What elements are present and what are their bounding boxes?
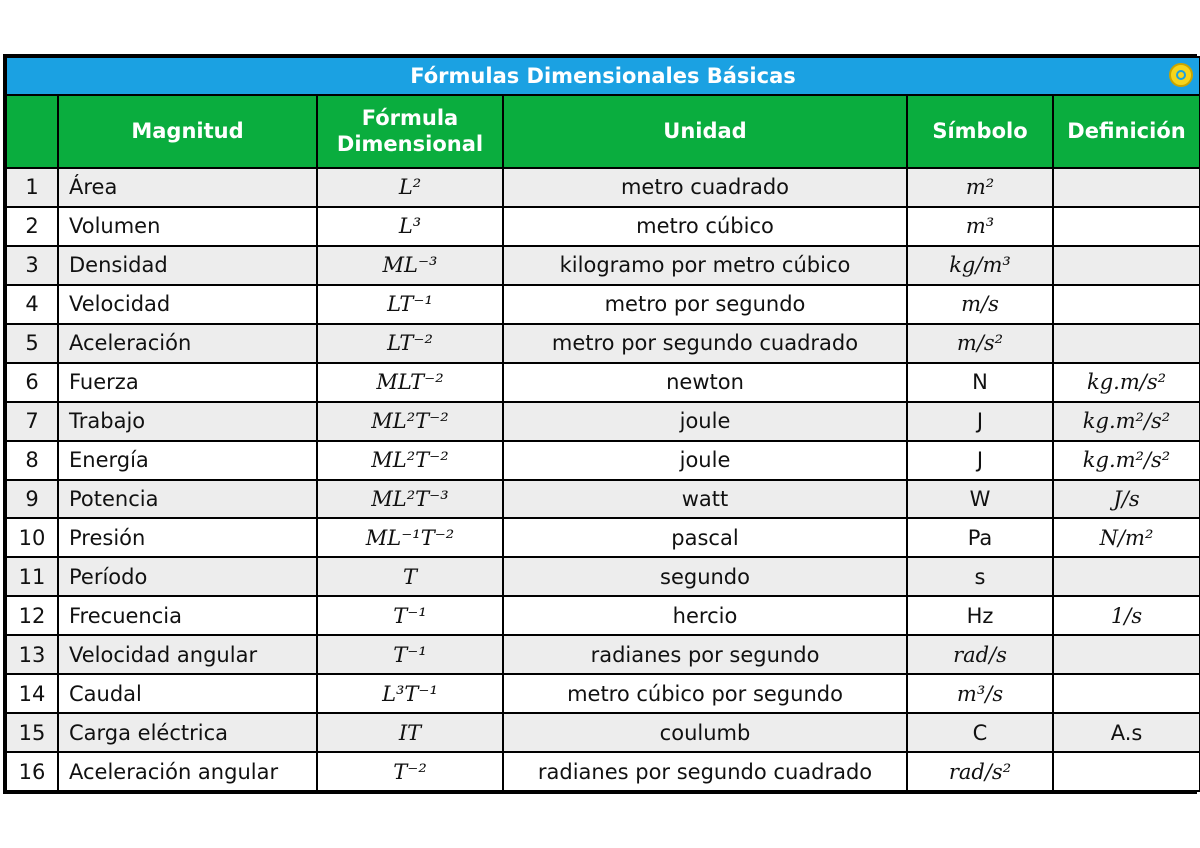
unidad-cell: newton [503,363,907,402]
definicion-cell: A.s [1053,713,1200,752]
header-unidad: Unidad [503,95,907,168]
unidad-cell: segundo [503,557,907,596]
magnitud-cell: Carga eléctrica [58,713,317,752]
simbolo-cell: m³/s [907,674,1053,713]
table-row [6,363,1200,402]
definicion-cell: kg.m²/s² [1053,441,1200,480]
magnitud-cell: Energía [58,441,317,480]
magnitud-cell: Fuerza [58,363,317,402]
row-number-cell: 5 [6,324,58,363]
row-number-cell: 8 [6,441,58,480]
simbolo-cell: m/s² [907,324,1053,363]
simbolo-cell: J [907,441,1053,480]
unidad-cell: pascal [503,518,907,557]
magnitud-cell: Frecuencia [58,596,317,635]
table-row [6,713,1200,752]
definicion-cell [1053,168,1200,207]
magnitud-cell: Velocidad [58,285,317,324]
table-row [6,324,1200,363]
definicion-cell: J/s [1053,480,1200,519]
magnitud-cell: Velocidad angular [58,635,317,674]
magnitud-cell: Aceleración [58,324,317,363]
row-number-cell: 15 [6,713,58,752]
formula-cell: T⁻² [317,752,503,791]
magnitud-cell: Aceleración angular [58,752,317,791]
simbolo-cell: rad/s [907,635,1053,674]
table-row [6,674,1200,713]
formula-cell: ML²T⁻³ [317,480,503,519]
formula-cell: ML²T⁻² [317,441,503,480]
header-simbolo: Símbolo [907,95,1053,168]
header-formula: Fórmula Dimensional [317,95,503,168]
header-definicion: Definición [1053,95,1200,168]
unidad-cell: metro cuadrado [503,168,907,207]
row-number-cell: 2 [6,207,58,246]
formula-cell: ML⁻¹T⁻² [317,518,503,557]
table-row [6,518,1200,557]
row-number-cell: 3 [6,246,58,285]
definicion-cell [1053,557,1200,596]
formula-cell: T⁻¹ [317,596,503,635]
header-num [6,95,58,168]
table-title-cell [6,57,1200,95]
magnitud-cell: Período [58,557,317,596]
row-number-cell: 9 [6,480,58,519]
formula-table-sheet [3,54,1197,794]
formula-cell: LT⁻¹ [317,285,503,324]
definicion-cell [1053,324,1200,363]
unidad-cell: radianes por segundo [503,635,907,674]
unidad-cell: coulumb [503,713,907,752]
simbolo-cell: C [907,713,1053,752]
header-magnitud: Magnitud [58,95,317,168]
unidad-cell: joule [503,402,907,441]
row-number-cell: 12 [6,596,58,635]
definicion-cell: 1/s [1053,596,1200,635]
table-body [6,168,1200,791]
unidad-cell: kilogramo por metro cúbico [503,246,907,285]
table-row [6,441,1200,480]
definicion-cell [1053,635,1200,674]
magnitud-cell: Densidad [58,246,317,285]
row-number-cell: 14 [6,674,58,713]
table-row [6,635,1200,674]
simbolo-cell: rad/s² [907,752,1053,791]
formula-cell: ML⁻³ [317,246,503,285]
unidad-cell: watt [503,480,907,519]
row-number-cell: 10 [6,518,58,557]
unidad-cell: metro cúbico por segundo [503,674,907,713]
definicion-cell: kg.m/s² [1053,363,1200,402]
row-number-cell: 1 [6,168,58,207]
globe-logo-icon [1169,63,1193,87]
table-row [6,168,1200,207]
simbolo-cell: s [907,557,1053,596]
unidad-cell: metro por segundo cuadrado [503,324,907,363]
unidad-cell: radianes por segundo cuadrado [503,752,907,791]
simbolo-cell: Pa [907,518,1053,557]
unidad-cell: joule [503,441,907,480]
row-number-cell: 7 [6,402,58,441]
simbolo-cell: m³ [907,207,1053,246]
table-row [6,207,1200,246]
row-number-cell: 6 [6,363,58,402]
magnitud-cell: Potencia [58,480,317,519]
definicion-cell: N/m² [1053,518,1200,557]
row-number-cell: 16 [6,752,58,791]
simbolo-cell: W [907,480,1053,519]
formula-cell: ML²T⁻² [317,402,503,441]
table-row [6,480,1200,519]
simbolo-cell: kg/m³ [907,246,1053,285]
simbolo-cell: m/s [907,285,1053,324]
formula-cell: L² [317,168,503,207]
formula-cell: T [317,557,503,596]
definicion-cell [1053,285,1200,324]
formula-cell: T⁻¹ [317,635,503,674]
definicion-cell [1053,752,1200,791]
simbolo-cell: m² [907,168,1053,207]
row-number-cell: 11 [6,557,58,596]
unidad-cell: metro por segundo [503,285,907,324]
row-number-cell: 4 [6,285,58,324]
definicion-cell: kg.m²/s² [1053,402,1200,441]
simbolo-cell: J [907,402,1053,441]
simbolo-cell: Hz [907,596,1053,635]
table-row [6,752,1200,791]
table-row [6,246,1200,285]
magnitud-cell: Volumen [58,207,317,246]
unidad-cell: metro cúbico [503,207,907,246]
table-row [6,557,1200,596]
row-number-cell: 13 [6,635,58,674]
simbolo-cell: N [907,363,1053,402]
magnitud-cell: Área [58,168,317,207]
table-row [6,596,1200,635]
magnitud-cell: Caudal [58,674,317,713]
table-row [6,402,1200,441]
formula-cell: LT⁻² [317,324,503,363]
table-row [6,285,1200,324]
formula-cell: MLT⁻² [317,363,503,402]
formula-cell: L³ [317,207,503,246]
formula-cell: IT [317,713,503,752]
definicion-cell [1053,246,1200,285]
definicion-cell [1053,207,1200,246]
magnitud-cell: Presión [58,518,317,557]
magnitud-cell: Trabajo [58,402,317,441]
unidad-cell: hercio [503,596,907,635]
definicion-cell [1053,674,1200,713]
dimensional-formulas-table [5,56,1200,792]
formula-cell: L³T⁻¹ [317,674,503,713]
table-title: Fórmulas Dimensionales Básicas [410,64,796,88]
